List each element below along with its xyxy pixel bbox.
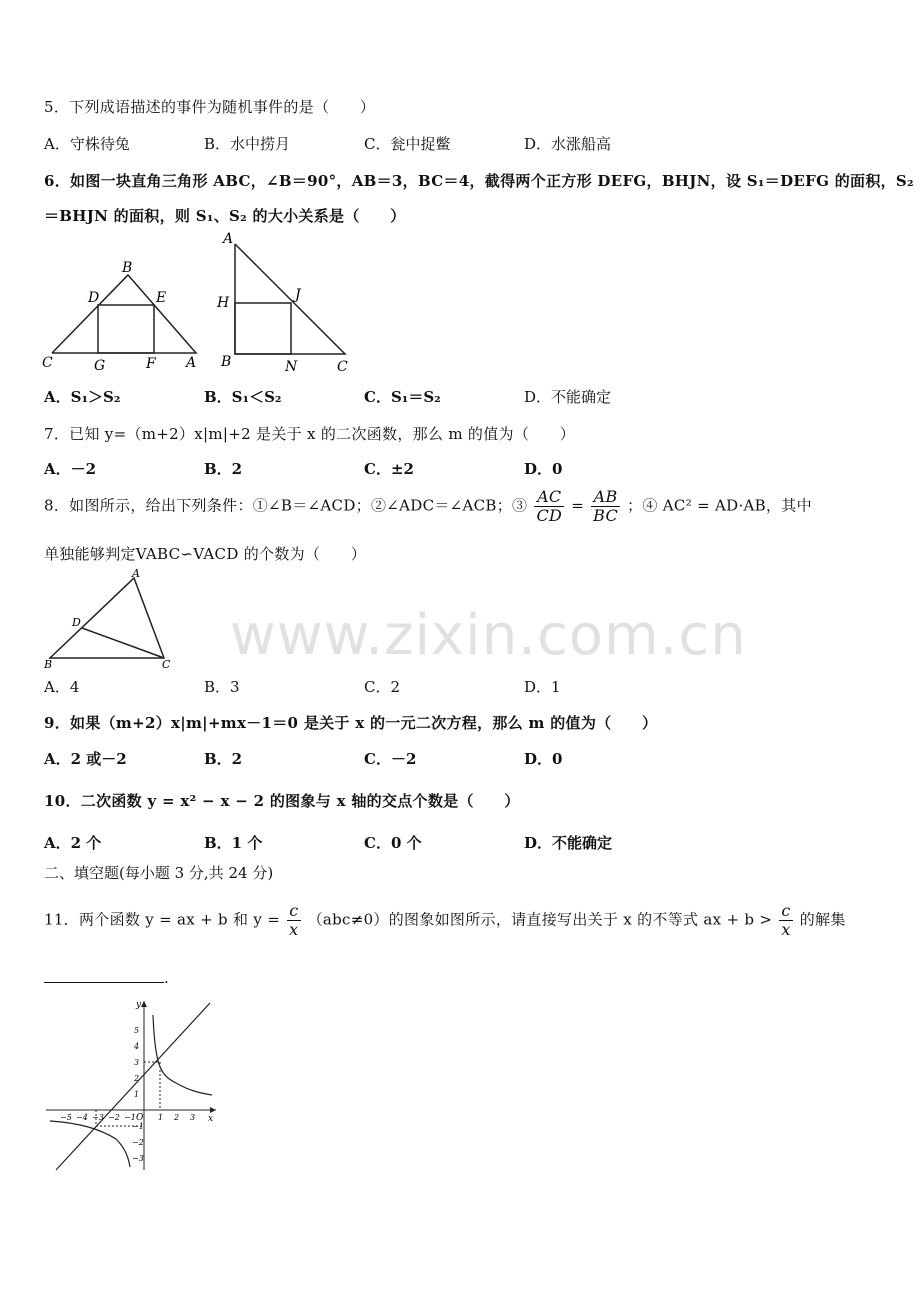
q11-y-tick: 1 (134, 1090, 140, 1099)
q7-option-b: B．2 (204, 460, 243, 478)
q8-fig-label-b: B (44, 658, 53, 670)
q8-frac2-num: AB (591, 488, 620, 507)
q10-option-c: C．0 个 (364, 834, 422, 852)
q7-stem: 7．已知 y=（m+2）x|m|+2 是关于 x 的二次函数，那么 m 的值为（ ） (44, 425, 576, 443)
q11-y-tick: −2 (132, 1138, 144, 1147)
q11-x-tick: −5 (60, 1113, 72, 1122)
q6-fig2-label-h: H (217, 295, 230, 311)
q11-graph-label-x: x (208, 1114, 214, 1124)
q10-stem: 10．二次函数 y = x² − x − 2 的图象与 x 轴的交点个数是（ ） (44, 792, 520, 810)
q8-option-c: C．2 (364, 678, 401, 696)
q11-text-part2: （abc≠0）的图象如图所示，请直接写出关于 x 的不等式 ax + b > (307, 910, 773, 929)
q5-option-b: B．水中捞月 (204, 135, 291, 153)
q11-text-part1: 11．两个函数 y = ax + b 和 y = (44, 910, 281, 929)
q11-answer-line (44, 968, 169, 987)
q11-y-tick: −1 (132, 1122, 144, 1131)
q8-text-part2: ；④ AC² = AD·AB，其中 (627, 496, 812, 515)
q8-fraction-ac-cd (534, 488, 564, 525)
q6-figure-triangle-1 (40, 255, 210, 375)
q11-text-part3: 的解集 (799, 910, 846, 929)
q8-fig-label-c: C (162, 658, 171, 670)
q6-fig1-label-b: B (122, 260, 133, 276)
q6-fig1-label-c: C (42, 355, 53, 371)
q6-fig2-label-c: C (337, 359, 348, 375)
q11-x-tick: 2 (174, 1113, 180, 1122)
q11-x-tick: 1 (158, 1113, 164, 1122)
q11-y-tick: 4 (134, 1042, 140, 1051)
q8-option-d: D．1 (524, 678, 561, 696)
q9-option-a: A．2 或－2 (44, 750, 127, 768)
q10-option-d: D．不能确定 (524, 834, 613, 852)
q8-stem-line1 (44, 488, 812, 525)
q8-fig-label-a: A (132, 567, 140, 580)
q11-frac-num: c (287, 902, 300, 921)
q6-fig2-label-j: J (295, 287, 301, 303)
q10-option-b: B．1 个 (204, 834, 263, 852)
section-2-title: 二、填空题(每小题 3 分,共 24 分) (44, 864, 274, 882)
q6-fig2-label-a: A (223, 231, 234, 247)
q9-option-b: B．2 (204, 750, 243, 768)
q7-option-d: D．0 (524, 460, 563, 478)
q9-option-d: D．0 (524, 750, 563, 768)
q6-stem-line2: ＝BHJN 的面积，则 S₁、S₂ 的大小关系是（ ） (44, 207, 406, 225)
q6-fig2-label-n: N (285, 359, 298, 375)
q8-option-a: A．4 (44, 678, 80, 696)
q6-option-a: A．S₁＞S₂ (44, 388, 121, 406)
q8-eq: = (571, 496, 585, 515)
q8-figure-triangle (40, 566, 180, 670)
q11-y-tick: 5 (134, 1026, 140, 1035)
q6-fig1-label-a: A (186, 355, 197, 371)
q6-option-c: C．S₁＝S₂ (364, 388, 441, 406)
q9-stem: 9．如果（m+2）x|m|+mx－1＝0 是关于 x 的一元二次方程，那么 m 的值为（ ） (44, 714, 658, 732)
q11-frac2-den: x (781, 920, 791, 939)
q8-stem-line2: 单独能够判定VABC∽VACD 的个数为（ ） (44, 545, 367, 563)
q11-y-tick: −3 (132, 1154, 144, 1163)
q11-x-tick: −3 (92, 1113, 104, 1122)
q5-option-d: D．水涨船高 (524, 135, 612, 153)
q11-fraction-c-x (287, 902, 300, 939)
q11-frac2-num: c (779, 902, 792, 921)
q6-fig1-label-d: D (88, 290, 100, 306)
q11-graph-label-origin: O (136, 1113, 144, 1123)
q11-y-tick: 3 (134, 1058, 140, 1067)
q6-fig2-label-b: B (221, 354, 232, 370)
q8-frac2-den: BC (593, 506, 619, 525)
q6-fig1-label-g: G (94, 358, 106, 374)
q11-x-tick: −4 (76, 1113, 88, 1122)
q6-figure-triangle-2 (215, 228, 360, 378)
q7-option-a: A．－2 (44, 460, 97, 478)
q11-function-graph (40, 995, 220, 1175)
q11-period: . (164, 969, 169, 987)
q11-answer-blank[interactable] (44, 968, 164, 983)
watermark: www.zixin.com.cn (230, 603, 747, 668)
q11-stem (44, 902, 846, 939)
q6-option-b: B．S₁＜S₂ (204, 388, 282, 406)
q5-option-c: C．瓮中捉鳖 (364, 135, 451, 153)
q9-option-c: C．－2 (364, 750, 417, 768)
q11-frac-den: x (289, 920, 299, 939)
q11-x-tick: 3 (190, 1113, 196, 1122)
q11-x-tick: −2 (108, 1113, 120, 1122)
q11-x-tick: −1 (124, 1113, 136, 1122)
q7-option-c: C．±2 (364, 460, 414, 478)
q6-fig1-label-f: F (146, 356, 156, 372)
q6-fig1-label-e: E (156, 290, 167, 306)
q8-frac1-den: CD (536, 506, 563, 525)
q8-option-b: B．3 (204, 678, 240, 696)
q5-stem: 5．下列成语描述的事件为随机事件的是（ ） (44, 98, 376, 116)
q10-option-a: A．2 个 (44, 834, 102, 852)
q6-stem-line1: 6．如图一块直角三角形 ABC，∠B＝90°，AB＝3，BC＝4，截得两个正方形 DEFG，BHJN，设 S₁＝DEFG 的面积，S₂ (44, 172, 914, 190)
q11-graph-label-y: y (136, 1000, 142, 1010)
q8-frac1-num: AC (534, 488, 564, 507)
q11-fraction2-c-x (779, 902, 792, 939)
q8-fraction-ab-bc (591, 488, 620, 525)
q8-text-part1: 8．如图所示，给出下列条件：①∠B＝∠ACD；②∠ADC＝∠ACB；③ (44, 496, 528, 515)
q8-fig-label-d: D (72, 616, 81, 629)
q11-y-tick: 2 (134, 1074, 140, 1083)
q6-option-d: D．不能确定 (524, 388, 612, 406)
q5-option-a: A．守株待兔 (44, 135, 130, 153)
